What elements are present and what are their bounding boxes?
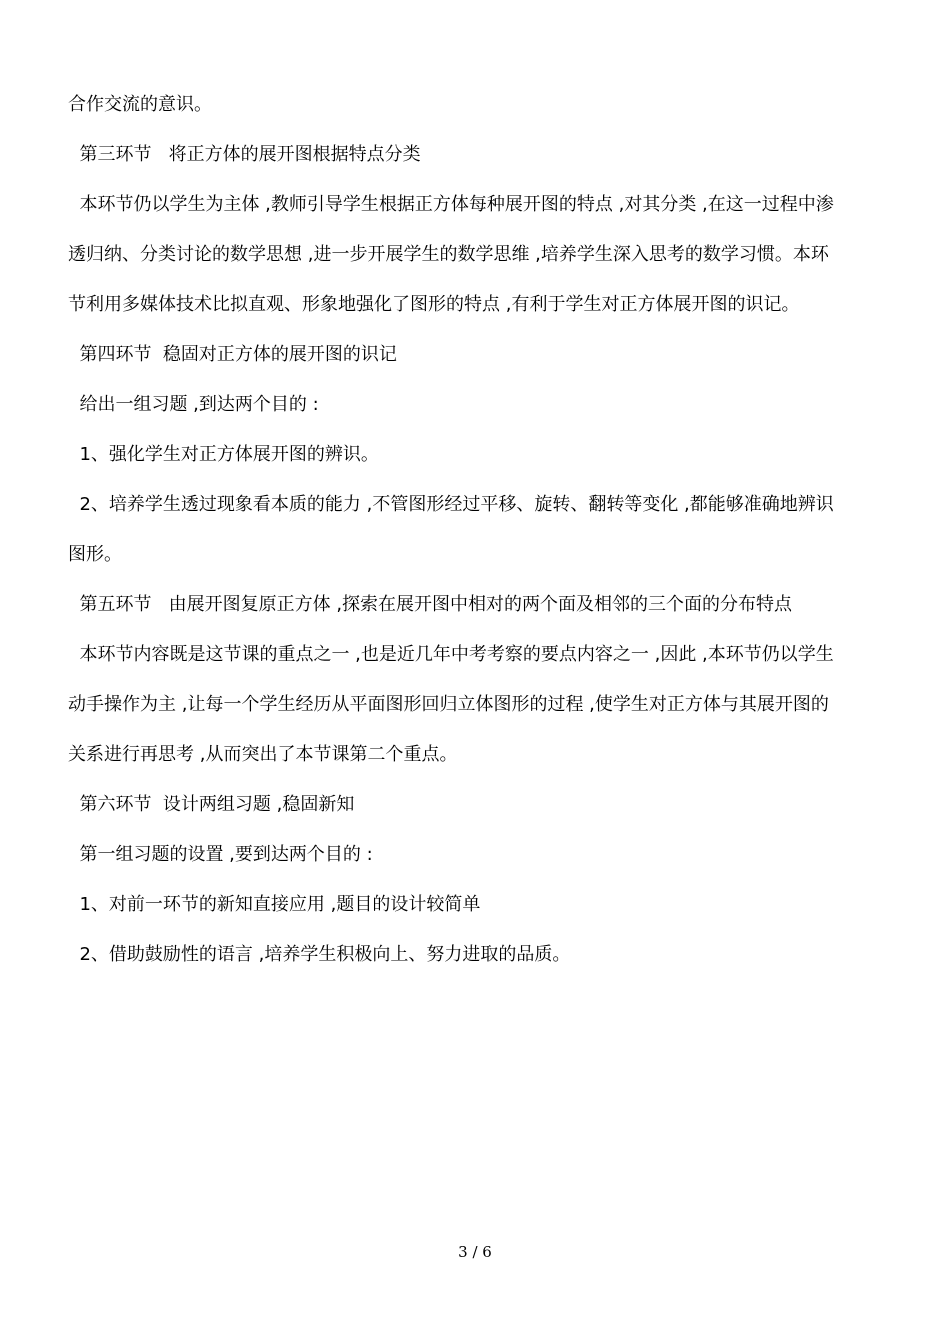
section-heading: 第三环节 将正方体的展开图根据特点分类 xyxy=(68,144,421,165)
text-line: 节利用多媒体技术比拟直观、形象地强化了图形的特点 ,有利于学生对正方体展开图的识记。 xyxy=(68,294,800,315)
list-item: 1、强化学生对正方体展开图的辨识。 xyxy=(68,444,379,465)
document-body xyxy=(68,80,884,980)
text-line: 第一组习题的设置 ,要到达两个目的 : xyxy=(68,844,373,865)
page-number: 3 / 6 xyxy=(458,1243,492,1261)
section-heading: 第五环节 由展开图复原正方体 ,探索在展开图中相对的两个面及相邻的三个面的分布特点 xyxy=(68,594,793,615)
list-item: 1、对前一环节的新知直接应用 ,题目的设计较简单 xyxy=(68,894,481,915)
list-item: 2、培养学生透过现象看本质的能力 ,不管图形经过平移、旋转、翻转等变化 ,都能够准确地辨识 xyxy=(68,494,834,515)
section-heading: 第四环节 稳固对正方体的展开图的识记 xyxy=(68,344,397,365)
section-heading: 第六环节 设计两组习题 ,稳固新知 xyxy=(68,794,355,815)
text-line: 本环节内容既是这节课的重点之一 ,也是近几年中考考察的要点内容之一 ,因此 ,本环节仍以学生 xyxy=(68,644,834,665)
list-item: 2、借助鼓励性的语言 ,培养学生积极向上、努力进取的品质。 xyxy=(68,944,571,965)
text-line: 给出一组习题 ,到达两个目的 : xyxy=(68,394,319,415)
text-line: 合作交流的意识。 xyxy=(68,94,212,115)
text-line: 本环节仍以学生为主体 ,教师引导学生根据正方体每种展开图的特点 ,对其分类 ,在这一过程中渗 xyxy=(68,194,834,215)
text-line: 透归纳、分类讨论的数学思想 ,进一步开展学生的数学思维 ,培养学生深入思考的数学习惯。本环 xyxy=(68,244,829,265)
text-line: 图形。 xyxy=(68,544,122,565)
text-line: 关系进行再思考 ,从而突出了本节课第二个重点。 xyxy=(68,744,458,765)
text-line: 动手操作为主 ,让每一个学生经历从平面图形回归立体图形的过程 ,使学生对正方体与其展开图的 xyxy=(68,694,829,715)
